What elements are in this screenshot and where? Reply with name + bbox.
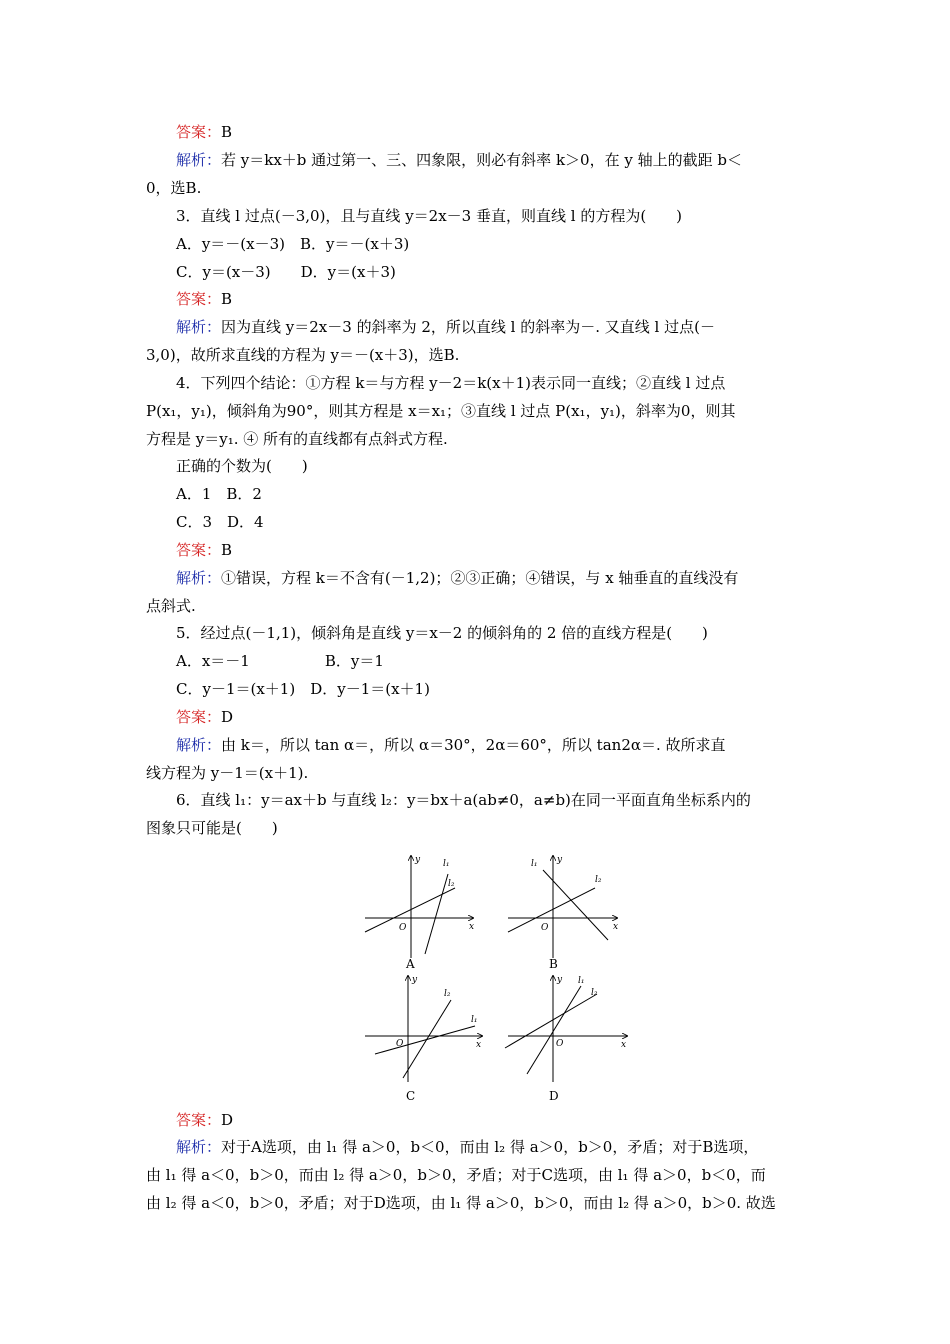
line-l2 <box>508 888 595 932</box>
explanation-text: 对于A选项，由 l₁ 得 a＞0，b＜0，而由 l₂ 得 a＞0，b＞0，矛盾；对于B选项， <box>221 1138 759 1156</box>
answer-line <box>176 1110 233 1130</box>
text-line: 由 l₁ 得 a＜0，b＞0，而由 l₂ 得 a＞0，b＞0，矛盾；对于C选项，由 l₁ 得 a＞0，b＜0，而 <box>146 1166 766 1184</box>
text-line: 3,0)，故所求直线的方程为 y＝－(x＋3)，选B. <box>146 346 460 364</box>
option-line: A．x＝－1 B．y＝1 <box>176 652 384 670</box>
question-6: 6．直线 l₁：y＝ax＋b 与直线 l₂：y＝bx＋a(ab≠0，a≠b)在同一平面直角坐标系内的 <box>176 791 751 809</box>
answer-label: 答案： <box>176 123 222 141</box>
option-b-caption: B <box>549 957 558 971</box>
origin-label: O <box>556 1039 564 1049</box>
explanation-label: 解析： <box>176 151 222 169</box>
option-c-caption: C <box>406 1089 416 1103</box>
graph-d <box>505 976 627 1082</box>
line-l1-label: l₁ <box>443 859 450 869</box>
x-axis-label: x <box>621 1040 627 1050</box>
question-4: 4．下列四个结论：①方程 k＝与方程 y－2＝k(x＋1)表示同一直线；②直线 l 过点 <box>176 374 726 392</box>
line-l1 <box>425 874 448 954</box>
line-l1-label: l₁ <box>531 859 538 869</box>
explanation-label: 解析： <box>176 736 222 754</box>
y-axis-label: y <box>557 975 563 985</box>
line-l2 <box>365 888 455 932</box>
line-l2-label: l₂ <box>595 875 602 885</box>
line-l2-label: l₂ <box>448 879 455 889</box>
explanation-line <box>176 568 738 588</box>
answer-line <box>176 707 233 727</box>
graph-a <box>365 856 473 958</box>
option-line: C．y＝(x－3) D．y＝(x＋3) <box>176 263 396 281</box>
answer-value: B <box>221 541 233 559</box>
text-line: 图象只可能是( ) <box>146 819 278 837</box>
x-axis-label: x <box>469 922 475 932</box>
line-l2 <box>505 994 597 1048</box>
option-line: C．3 D．4 <box>176 513 264 531</box>
graph-options-figure <box>355 848 640 1106</box>
option-line: A．y＝－(x－3) B．y＝－(x＋3) <box>176 235 410 253</box>
text-line: 线方程为 y－1＝(x＋1). <box>146 764 309 782</box>
explanation-text: 若 y＝kx＋b 通过第一、三、四象限，则必有斜率 k＞0，在 y 轴上的截距 b＜ <box>221 151 742 169</box>
origin-label: O <box>399 923 407 933</box>
line-l1 <box>375 1026 475 1054</box>
line-l2 <box>403 1000 451 1078</box>
explanation-text: 由 k＝，所以 tan α＝，所以 α＝30°，2α＝60°，所以 tan2α＝. 故所求直 <box>221 736 726 754</box>
y-axis-label: y <box>415 855 421 865</box>
answer-line <box>176 540 232 560</box>
text-line: P(x₁，y₁)，倾斜角为90°，则其方程是 x＝x₁；③直线 l 过点 P(x₁，y₁)，斜率为0，则其 <box>146 402 736 420</box>
answer-label: 答案： <box>176 708 222 726</box>
explanation-line <box>176 150 742 170</box>
origin-label: O <box>396 1039 404 1049</box>
explanation-label: 解析： <box>176 569 222 587</box>
option-d-caption: D <box>549 1089 559 1103</box>
option-line: C．y－1＝(x＋1) D．y－1＝(x＋1) <box>176 680 430 698</box>
answer-value: D <box>221 1111 234 1129</box>
explanation-line <box>176 735 726 755</box>
text-line: 0，选B. <box>146 179 202 197</box>
answer-line <box>176 122 232 142</box>
origin-label: O <box>541 923 549 933</box>
x-axis-label: x <box>476 1040 482 1050</box>
question-5: 5．经过点(－1,1)，倾斜角是直线 y＝x－2 的倾斜角的 2 倍的直线方程是( ) <box>176 624 708 642</box>
answer-label: 答案： <box>176 541 222 559</box>
explanation-label: 解析： <box>176 1138 222 1156</box>
answer-value: D <box>221 708 234 726</box>
text-line: 由 l₂ 得 a＜0，b＞0，矛盾；对于D选项，由 l₁ 得 a＞0，b＞0，而由 l₂ 得 a＞0，b＞0. 故选 <box>146 1194 776 1212</box>
explanation-text: ①错误，方程 k＝不含有(－1,2)；②③正确；④错误，与 x 轴垂直的直线没有 <box>221 569 739 587</box>
x-axis-label: x <box>613 922 619 932</box>
option-line: A．1 B．2 <box>176 485 262 503</box>
text-line: 点斜式. <box>146 597 196 615</box>
line-l2-label: l₂ <box>444 989 451 999</box>
answer-value: B <box>221 123 233 141</box>
explanation-line <box>176 1137 758 1157</box>
line-l1-label: l₁ <box>471 1015 478 1025</box>
line-l2-label: l₂ <box>591 988 598 998</box>
answer-label: 答案： <box>176 290 222 308</box>
explanation-text: 因为直线 y＝2x－3 的斜率为 2，所以直线 l 的斜率为－. 又直线 l 过点(－ <box>221 318 715 336</box>
y-axis-label: y <box>412 975 418 985</box>
answer-value: B <box>221 290 233 308</box>
line-l1-label: l₁ <box>578 976 585 986</box>
option-a-caption: A <box>406 957 415 971</box>
answer-label: 答案： <box>176 1111 222 1129</box>
text-line: 方程是 y＝y₁. ④ 所有的直线都有点斜式方程. <box>146 430 448 448</box>
graph-c <box>365 976 482 1082</box>
explanation-label: 解析： <box>176 318 222 336</box>
graph-b <box>508 856 617 958</box>
explanation-line <box>176 317 715 337</box>
answer-line <box>176 289 232 309</box>
y-axis-label: y <box>557 855 563 865</box>
graph-options-svg <box>355 848 640 1106</box>
text-line: 正确的个数为( ) <box>176 457 308 475</box>
question-3: 3．直线 l 过点(－3,0)，且与直线 y＝2x－3 垂直，则直线 l 的方程为( ) <box>176 207 683 225</box>
